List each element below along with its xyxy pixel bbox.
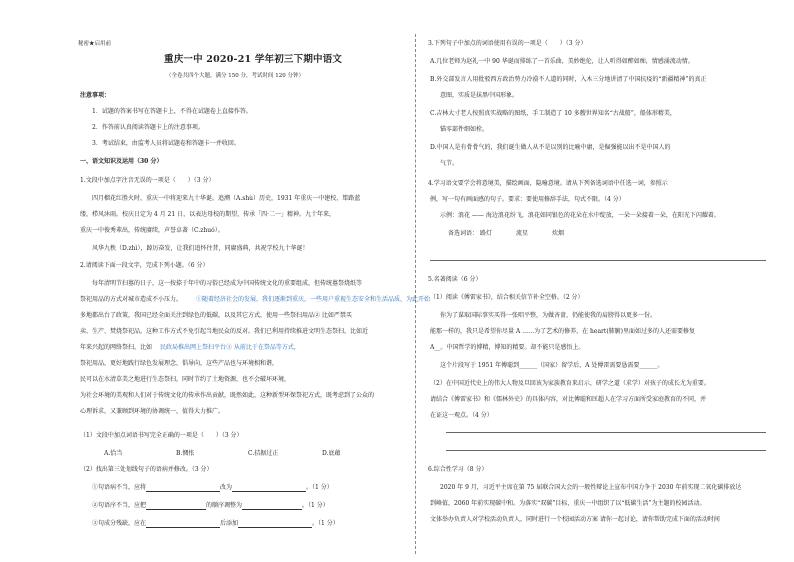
page-subtitle: （全卷共四个大题，满分 150 分，考试时间 120 分钟） <box>166 73 304 79</box>
secret-label: 秘密★启用前 <box>78 41 112 47</box>
q1-line: 四月榴花红胜火时，重庆一中将迎来九十华诞。追溯（A.shù）历史，1931 年重庆一中建校，筚路蓝 <box>92 195 361 202</box>
q2-2-stem: （2）找出第三处划线句子的语病并修改。（3 分） <box>80 466 213 473</box>
column-divider <box>415 34 416 554</box>
q2-line: 年来兴起的网络祭扫，比如 <box>80 344 153 351</box>
q3-option-c-cont: 锚零部件细如栓。 <box>440 126 489 133</box>
q6-line: 文体举办负责人对学校活动负责人，同时进行一个校园活动方案 请你一起讨论，请你帮助完成下面的活动时间 <box>430 516 720 523</box>
q1-line: 重庆一中俊秀辈出，传统赓续，声誉卓著（C.zhuó）。 <box>80 227 224 234</box>
q3-stem: 3.下列句子中加点的词语使用有误的一项是（ ）（3 分） <box>428 40 587 47</box>
q4-stem: 4.学习语文要学会将意境美，描绘画面，隐喻意境。请从下列备选词语中任选一词，参照示 <box>428 180 668 187</box>
fill-row: ②句语序不当，应把 的顺序调整为 。（1 分） <box>92 502 329 509</box>
q5-stem: 5.名著阅读（6 分） <box>428 276 482 283</box>
section1-heading: 一、语文知识及运用（30 分） <box>80 158 163 165</box>
note-item: 1．试题的答案书写在答题卡上，不得在试题卷上直接作答。 <box>92 108 252 115</box>
q5-line: 能那一样的，我只是希望你尽量 A ……为了艺术的修养，在 heart(肺腑)里面如过多的人还需要修复 <box>430 328 696 335</box>
q6-line: 2020 年 9 月，习近平主席在第 75 届联合国大会的一般性辩论上宣布中国力争于 2030 年前实现二氧化碳排放达 <box>440 484 742 491</box>
q2-line: 祭祀用品的方式对城市造成不小压力。 <box>80 296 183 303</box>
q2-line: 祭祀用品，更好地践行绿色发展理念，倡导向，这些产品也与环境相和谐， <box>80 360 279 367</box>
answer-line[interactable] <box>430 260 766 261</box>
q1-line: 缕，栉风沐雨。校庆日定为 4 月 21 日，以表达母校的期望，传承「四·二一」精神。九十年来， <box>80 211 335 218</box>
blank[interactable] <box>146 485 220 492</box>
q6-line: 到峰值，2060 年前实现碳中和。为落实“双碳”目标，重庆一中组织了以“低碳生活”为主题的校园活动。 <box>430 500 706 507</box>
answer-line[interactable] <box>446 450 766 451</box>
q2-line: 民可以在水清草美之地进行生态祭扫，同时节约了土地资源，也不会破坏环境， <box>80 376 291 383</box>
blank[interactable] <box>242 503 302 510</box>
notes-heading: 注意事项： <box>80 92 111 99</box>
q2-1-stem: （1）文段中加点词语书写完全正确的一项是（ ）（3 分） <box>80 432 243 439</box>
q2-stem: 2.请阅读下面一段文字，完成下列小题。（6 分） <box>80 262 209 269</box>
q3-option-d: D.中国人是有骨骨气的，我们诞生做人从不是以别的比喻中庸，是倔强能以出不是中国人的 <box>430 144 671 151</box>
page-title: 重庆一中 2020-21 学年初三下期中语文 <box>164 54 343 65</box>
note-item: 3．考试结束，由监考人员将试题卷和答题卡一并收回。 <box>92 140 240 147</box>
q4-example: 示例：浪花 —— 海边浪花纷飞，浪花如同银色的花朵在水中绽放，一朵一朵接着一朵，在阳光下闪耀着。 <box>440 212 720 219</box>
q3-option-a: A.几位老师为赵礼一中 90 华诞而排练了一首乐曲，美妙绝伦，让人听得如醉如痴，情感涌流动情。 <box>430 58 694 65</box>
q2-line: 每年清明节扫墓的日子，这一按捺于年中的习俗已经成为中国传统文化的重要组成，但传统墓祭烧纸等 <box>92 280 363 287</box>
q5-sub2: （2）在中国近代史上的伟大人物及旦回该为家族教育来启示，研学之道（求学）对孩子的成长尤为重要。 <box>430 380 710 387</box>
fill-row: ③句成分残缺，应在 后添加 。（1 分） <box>92 520 339 527</box>
q5-sub2-line: 请结合《傅雷家书》和《儒林外史》的具体内容，对比傅聪和匡超人在学习方面所受家庭教育的不同，并 <box>430 396 707 403</box>
q4-words: 备选词语： 路灯 流星 炊烟 <box>448 230 565 237</box>
q2-line: 为社会环境的美观和人们对于传统文化的传承作出贡献，既然如此，这种新型环保祭祀方式，既考虑到了公众的 <box>80 392 375 399</box>
q2-line: 多地都出台了政策，我国已经全面关注到绿色的低碳，以及其它方式，使用一些祭扫用品② 比如严禁买 <box>80 312 352 319</box>
q5-line: A__。中国哲学的博精，博知的精要。却不能只是感悟上。 <box>430 344 585 351</box>
answer-line[interactable] <box>446 432 766 433</box>
q1-stem: 1.文段中加点字注音无误的一项是（ ）（3 分） <box>80 177 215 184</box>
option-b: B.惆怅 <box>176 450 195 457</box>
option-a: A.恰当 <box>104 450 123 457</box>
q3-option-b: B.外交部发言人用批驳西方政治势力冷漠不人道的同时，入木三分地讲清了中国抗疫的“新疆精神”的真正 <box>430 76 707 83</box>
q5-line: 你为了谋取国际事实买得一张唱平整，为做吝啬，仍能使我的肩膀得以更多一份。 <box>440 312 657 319</box>
q4-line: 例，写一句有画面感的句子。要求：要使用修辞手法，句式不限。（4 分） <box>430 196 625 203</box>
blank[interactable] <box>232 485 306 492</box>
blank[interactable] <box>146 521 220 528</box>
q3-option-c: C.吉林大寸老人按照真实战略的图纸，手工制造了 10 多艘世界知名“古战船”，船体形精美， <box>430 110 676 117</box>
q3-option-d-cont: 气节。 <box>440 160 459 167</box>
q2-underlined-sentence: ①随着经济社会的发展，我们逐渐到重庆，一些用户重视生态安全和生活品质，为此开始 <box>196 296 431 303</box>
q2-line: 心理诉求，又兼顾到环境的协调统一，值得大力推广。 <box>80 408 225 415</box>
blank[interactable] <box>238 521 312 528</box>
q3-option-b-cont: 意图，实质是抹黑中国形象。 <box>440 92 519 99</box>
option-d: D.底蕴 <box>322 450 341 457</box>
fill-row: ①句语病不当，应将 改为 。（1 分） <box>92 484 333 491</box>
q6-stem: 6.综合性学习（8 分） <box>428 466 488 473</box>
q2-line: 卖、生产、焚烧祭祀品，这种工作方式不免引起当地民众的反对。我们已利用持续推进文明生态祭扫，比如近 <box>80 328 369 335</box>
q5-line: 这个片段写于 1951 年傅聪到______（国家）留学后，A 处傅雷需要恳需要______。 <box>440 362 664 369</box>
note-item: 2．作答前认真阅读答题卡上的注意事项。 <box>92 124 204 131</box>
q5-sub1: （1）阅读《傅雷家书》，结合相关信节补全空格。（2 分） <box>430 294 584 301</box>
option-c: C.拮据过正 <box>248 450 279 457</box>
blank[interactable] <box>146 503 206 510</box>
q2-underlined-sentence: 民政局推出网上祭扫平台③ 从前比于在祭品等方式， <box>160 344 300 351</box>
q1-line: 风华九秩（D.zhì），踔厉奋发，让我们追怀往昔，同赓盛典，共祝学校九十华诞！ <box>92 245 309 252</box>
q5-sub2-line: 在证这一观点。（4 分） <box>430 412 493 419</box>
